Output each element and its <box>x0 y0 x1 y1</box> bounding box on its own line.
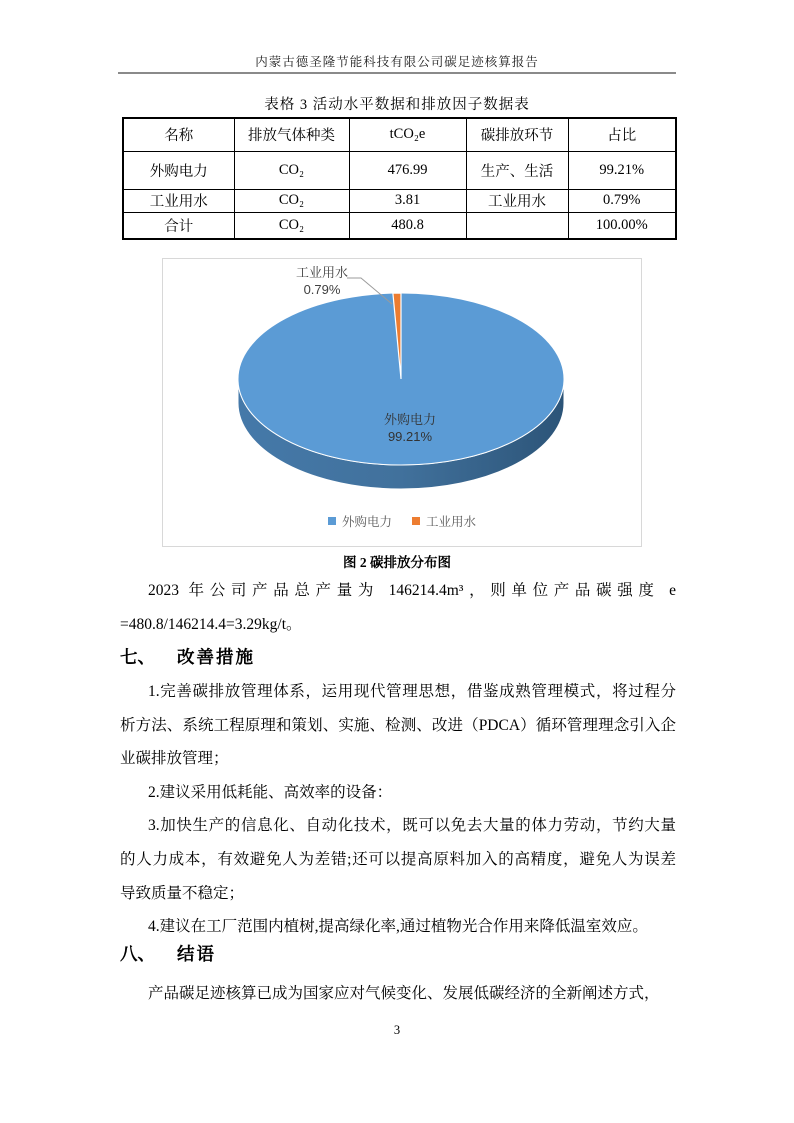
cell-share: 99.21% <box>568 151 676 189</box>
cell-tco2e: 3.81 <box>349 189 466 212</box>
cell-tco2e: 480.8 <box>349 212 466 239</box>
s7-line: 4.建议在工厂范围内植树,提高绿化率,通过植物光合作用来降低温室效应。 <box>148 918 648 936</box>
s7-line: 业碳排放管理； <box>120 750 229 768</box>
section-7-number: 七、 <box>120 647 155 667</box>
cell-stage <box>466 212 568 239</box>
col-header-gas: 排放气体种类 <box>234 118 349 151</box>
cell-gas: CO₂ <box>234 189 349 212</box>
section-7-title: 改善措施 <box>177 647 255 667</box>
running-header: 内蒙古德圣隆节能科技有限公司碳足迹核算报告 <box>255 55 539 69</box>
col-header-stage: 碳排放环节 <box>466 118 568 151</box>
pie-chart-frame <box>162 258 642 547</box>
table-row <box>123 151 676 189</box>
pie-label-water <box>281 264 363 298</box>
s7-line: 1.完善碳排放管理体系，运用现代管理思想，借鉴成熟管理模式，将过程分 <box>148 683 676 700</box>
legend-label-water: 工业用水 <box>426 515 477 529</box>
col-header-tco2e: tCO₂e <box>349 118 466 151</box>
pie-label-water-name: 工业用水 <box>295 265 348 280</box>
cell-stage: 工业用水 <box>466 189 568 212</box>
legend-item-water <box>412 512 476 530</box>
intro-line-2: =480.8/146214.4=3.29kg/t。 <box>120 615 302 633</box>
s7-line: 2.建议采用低耗能、高效率的设备： <box>148 783 393 801</box>
emission-data-table <box>122 117 677 240</box>
table-row <box>123 189 676 212</box>
section-8-number: 八、 <box>120 944 155 964</box>
s8-line: 产品碳足迹核算已成为国家应对气候变化、发展低碳经济的全新阐述方式， <box>148 985 660 1002</box>
figure-caption: 图 2 碳排放分布图 <box>343 555 451 570</box>
cell-name: 外购电力 <box>123 151 234 189</box>
section-7-heading <box>120 644 676 670</box>
table-title: 表格 3 活动水平数据和排放因子数据表 <box>264 97 530 113</box>
s7-line: 3.加快生产的信息化、自动化技术，既可以免去大量的体力劳动，节约大量 <box>148 817 676 835</box>
s7-line: 导致质量不稳定； <box>120 884 245 902</box>
legend-swatch-orange-icon <box>412 517 420 525</box>
pie-label-electricity-pct: 99.21% <box>387 429 433 444</box>
cell-share: 0.79% <box>568 189 676 212</box>
pie-label-water-pct: 0.79% <box>303 282 341 297</box>
page-number: 3 <box>393 1023 401 1037</box>
cell-stage: 生产、生活 <box>466 151 568 189</box>
cell-name: 工业用水 <box>123 189 234 212</box>
pie-label-electricity <box>360 411 460 445</box>
header-rule <box>118 72 676 74</box>
col-header-share: 占比 <box>568 118 676 151</box>
chart-legend <box>163 512 641 530</box>
cell-gas: CO₂ <box>234 151 349 189</box>
pie-chart-canvas <box>163 259 643 548</box>
pie-label-electricity-name: 外购电力 <box>383 412 436 427</box>
legend-swatch-blue-icon <box>328 517 336 525</box>
cell-name: 合计 <box>123 212 234 239</box>
section-8-heading <box>120 941 676 967</box>
intro-line-1: 2023 年公司产品总产量为 146214.4m³，则单位产品碳强度 e <box>148 582 676 599</box>
legend-item-electricity <box>328 512 392 530</box>
s7-line: 析方法、系统工程原理和策划、实施、检测、改进（PDCA）循环管理理念引入企 <box>120 716 676 734</box>
cell-tco2e: 476.99 <box>349 151 466 189</box>
table-row <box>123 212 676 239</box>
col-header-name: 名称 <box>123 118 234 151</box>
table-header-row <box>123 118 676 151</box>
section-8-title: 结语 <box>177 944 216 964</box>
cell-gas: CO₂ <box>234 212 349 239</box>
legend-label-electricity: 外购电力 <box>341 515 392 529</box>
s7-line: 的人力成本，有效避免人为差错;还可以提高原料加入的高精度，避免人为误差 <box>120 851 676 868</box>
cell-share: 100.00% <box>568 212 676 239</box>
